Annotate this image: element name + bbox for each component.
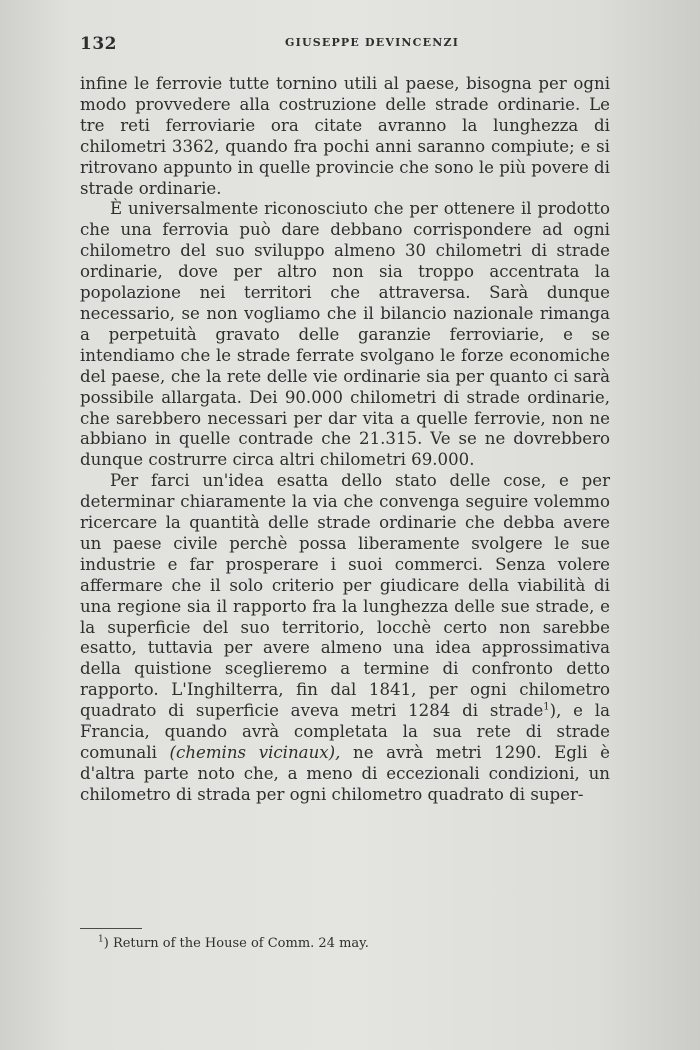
body-text — [80, 74, 610, 806]
paragraph-3 — [80, 471, 610, 806]
footnote — [98, 936, 369, 952]
running-head: GIUSEPPE DEVINCENZI — [285, 36, 460, 49]
italic-phrase: (chemins vicinaux), — [169, 743, 341, 762]
page-header — [80, 30, 610, 56]
paragraph-1: infine le ferrovie tutte tornino utili al paese, bisogna per ogni modo provvedere alla costruzione delle strade ordinarie. Le tre reti ferroviarie ora citate avranno la lunghezza di chilometri 3362, quando fra pochi anni saranno compiute; e si ritrovano appunto in quelle provincie che sono le più povere di strade ordinarie. — [80, 74, 610, 198]
footnote-divider — [80, 928, 142, 929]
footnote-mark: 1 — [98, 934, 104, 945]
paragraph-3-text-a: Per farci un'idea esatta dello stato delle cose, e per determinar chiaramente la via che convenga seguire volemmo ricercare la quantità delle strade ordinarie che debba avere un paese civile perchè possa liberamente svolgere le sue industrie e far prosperare i suoi commerci. Senza volere affermare che il solo criterio per giudicare della viabilità di una regione sia il rapporto fra la lunghezza delle sue strade, e la superficie del suo territorio, locchè certo non sarebbe esatto, tuttavia per avere almeno una idea approssimativa della quistione sceglieremo a termine di confronto detto rapporto. L'Inghilterra, fin dal 1841, per ogni chilometro quadrato di superficie aveva metri 1284 di strade — [80, 471, 610, 721]
footnote-reference: 1 — [543, 701, 550, 713]
page-number: 132 — [80, 34, 117, 54]
paragraph-3-text-c: ne avrà metri 1290. Egli è d'altra parte noto che, a meno di eccezionali condizioni, un chilometro di strada per ogni chilometro quadrato di super- — [80, 743, 610, 804]
paragraph-2: È universalmente riconosciuto che per ottenere il prodotto che una ferrovia può dare debbano corrispondere ad ogni chilometro del suo sviluppo almeno 30 chilometri di strade ordinarie, dove per altro non sia troppo accentrata la popolazione nei territori che attraversa. Sarà dunque necessario, se non vogliamo che il bilancio nazionale rimanga a perpetuità gravato delle garanzie ferroviarie, e se intendiamo che le strade ferrate svolgano le forze economiche del paese, che la rete delle vie ordinarie sia per quanto ci sarà possibile allargata. Dei 90.000 chilometri di strade ordinarie, che sarebbero necessari per dar vita a quelle ferrovie, non ne abbiano in quelle contrade che 21.315. Ve se ne dovrebbero dunque costrurre circa altri chilometri 69.000. — [80, 199, 610, 470]
paragraph-3-text-b: ), e la Francia, quando avrà completata la sua rete di strade comunali — [80, 701, 610, 762]
footnote-text: ) Return of the House of Comm. 24 may. — [103, 936, 369, 951]
